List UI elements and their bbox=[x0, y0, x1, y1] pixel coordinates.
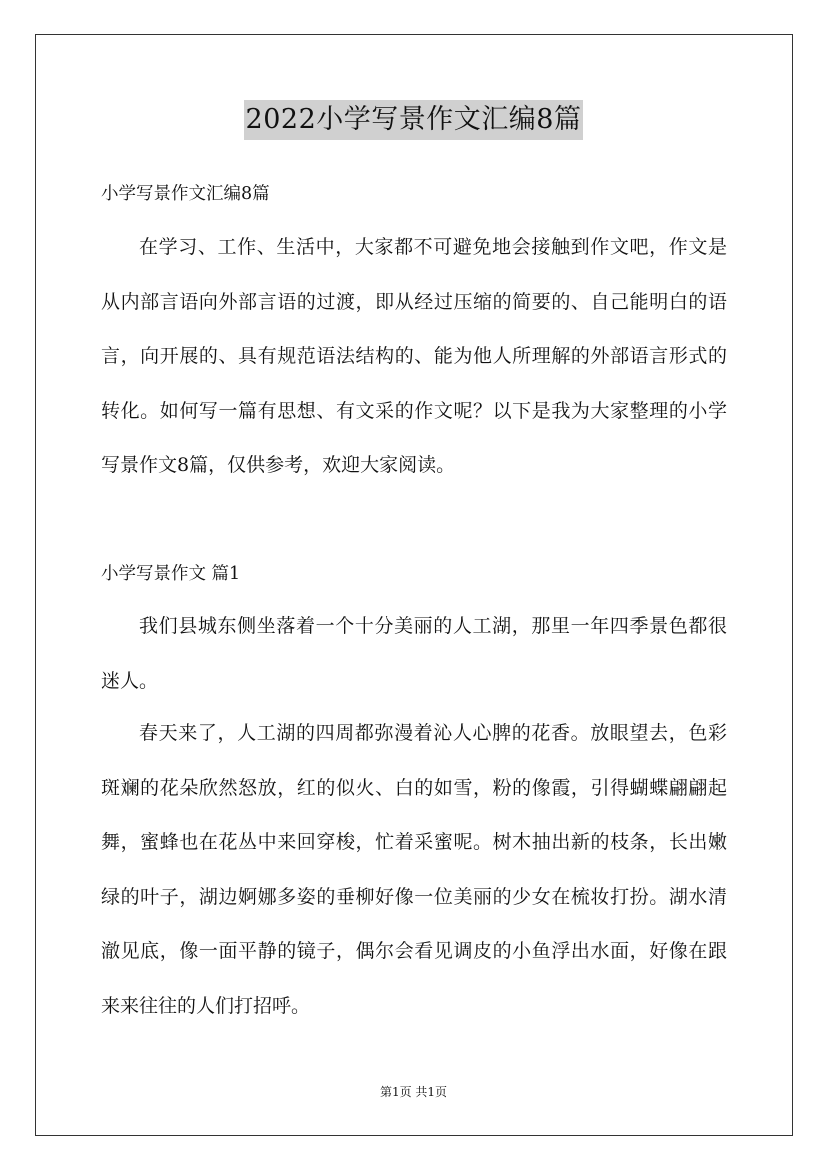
document-title: 2022小学写景作文汇编8篇 bbox=[244, 100, 584, 140]
document-subtitle: 小学写景作文汇编8篇 bbox=[101, 184, 270, 204]
intro-paragraph: 在学习、工作、生活中，大家都不可避免地会接触到作文吧，作文是从内部言语向外部言语的过渡，即从经过压缩的简要的、自己能明白的语言，向开展的、具有规范语法结构的、能为他人所理解的外部语言形式的转化。如何写一篇有思想、有文采的作文呢？以下是我为大家整理的小学写景作文8篇，仅供参考，欢迎大家阅读。 bbox=[101, 236, 727, 476]
body-paragraph-2: 春天来了，人工湖的四周都弥漫着沁人心脾的花香。放眼望去，色彩斑斓的花朵欣然怒放，红的似火、白的如雪，粉的像霞，引得蝴蝶翩翩起舞，蜜蜂也在花丛中来回穿梭，忙着采蜜呢。树木抽出新的枝条，长出嫩绿的叶子，湖边婀娜多姿的垂柳好像一位美丽的少女在梳妆打扮。湖水清澈见底，像一面平静的镜子，偶尔会看见调皮的小鱼浮出水面，好像在跟来来往往的人们打招呼。 bbox=[101, 722, 727, 1017]
body-paragraph-1: 我们县城东侧坐落着一个十分美丽的人工湖，那里一年四季景色都很迷人。 bbox=[101, 615, 727, 692]
page-footer: 第1页 共1页 bbox=[379, 1085, 448, 1099]
section-heading: 小学写景作文 篇1 bbox=[101, 564, 241, 584]
document-title-container bbox=[0, 100, 827, 140]
